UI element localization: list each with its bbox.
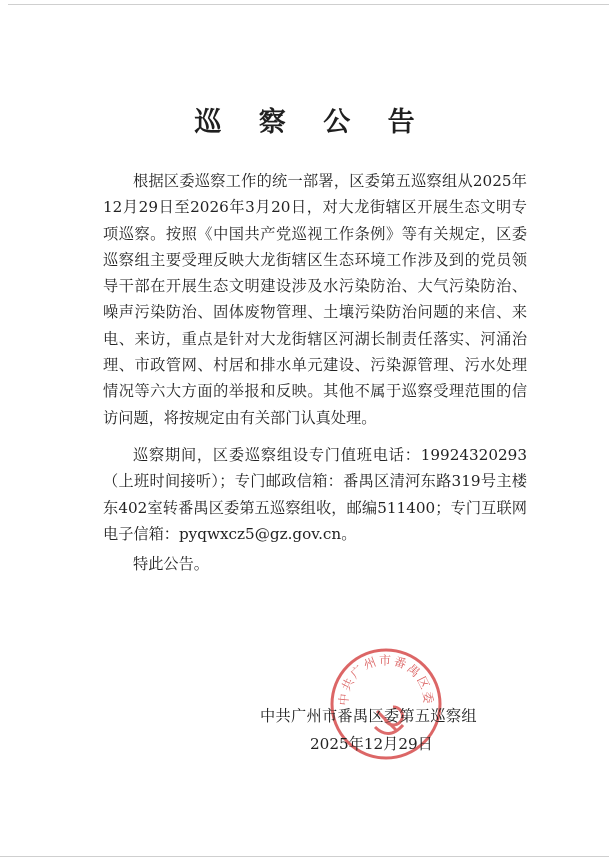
paragraph-closing: 特此公告。	[133, 555, 209, 574]
scan-edge-top	[8, 4, 609, 5]
document-body	[103, 168, 527, 577]
scan-edge-bottom	[0, 856, 609, 857]
document-title: 巡 察 公 告	[194, 107, 429, 138]
signature-org: 中共广州市番禺区委第五巡察组	[260, 707, 477, 725]
signature-date: 2025年12月29日	[310, 735, 433, 753]
paragraph-contact: 巡察期间，区委巡察组设专门值班电话：19924320293（上班时间接听）；专门邮政信箱：番禺区清河东路319号主楼东402室转番禺区委第五巡察组收，邮编511400；专门互联网电子信箱：pyqwxcz5@gz.gov.cn。	[103, 445, 527, 543]
seal-text: 中共广州市番禺区委	[336, 653, 436, 707]
paragraph-scope: 根据区委巡察工作的统一部署，区委第五巡察组从2025年12月29日至2026年3月20日，对大龙街辖区开展生态文明专项巡察。按照《中国共产党巡视工作条例》等有关规定，区委巡察组主要受理反映大龙街辖区生态环境工作涉及到的党员领导干部在开展生态文明建设涉及水污染防治、大气污染防治、噪声污染防治、固体废物管理、土壤污染防治问题的来信、来电、来访，重点是针对大龙街辖区河湖长制责任落实、河涌治理、市政管网、村居和排水单元建设、污染源管理、污水处理情况等六大方面的举报和反映。其他不属于巡察受理范围的信访问题，将按规定由有关部门认真处理。	[103, 172, 527, 427]
signature-block	[260, 702, 500, 758]
